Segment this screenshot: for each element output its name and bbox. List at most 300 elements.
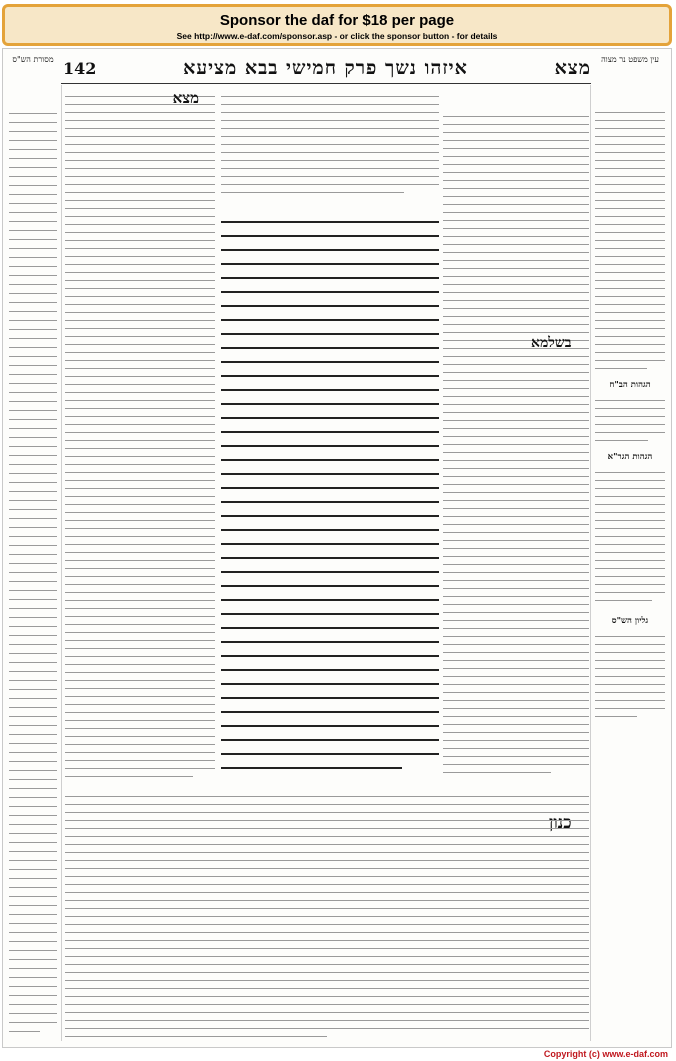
- text-line: [65, 916, 589, 917]
- text-line: [65, 392, 215, 393]
- text-line: [595, 652, 665, 653]
- text-line: [443, 172, 589, 173]
- text-line: [221, 120, 439, 121]
- text-line: [221, 515, 439, 517]
- text-line: [9, 806, 57, 807]
- text-line: [9, 824, 57, 825]
- text-line: [221, 697, 439, 699]
- text-line: [221, 613, 439, 615]
- text-line: [65, 996, 589, 997]
- rashi-column: [443, 109, 589, 779]
- text-line: [9, 815, 57, 816]
- text-line: [65, 208, 215, 209]
- text-line: [65, 632, 215, 633]
- text-line: [443, 564, 589, 565]
- text-line: [221, 263, 439, 265]
- text-line: [221, 487, 439, 489]
- text-line: [65, 576, 215, 577]
- text-line: [9, 662, 57, 663]
- text-line: [9, 905, 57, 906]
- text-line: [65, 672, 215, 673]
- text-line: [9, 365, 57, 366]
- text-line: [9, 248, 57, 249]
- text-line: [443, 572, 589, 573]
- text-line: [595, 288, 665, 289]
- text-line: [65, 464, 215, 465]
- text-line: [65, 836, 589, 837]
- text-line: [65, 796, 589, 797]
- text-line: [443, 756, 589, 757]
- text-line: [595, 560, 665, 561]
- text-line: [595, 336, 665, 337]
- text-line: [595, 676, 665, 677]
- text-line: [65, 812, 589, 813]
- text-line: [595, 360, 665, 361]
- text-line: [9, 545, 57, 546]
- text-line: [65, 940, 589, 941]
- text-line: [595, 176, 665, 177]
- text-line: [443, 692, 589, 693]
- text-line: [65, 400, 215, 401]
- text-line: [65, 272, 215, 273]
- text-line: [65, 448, 215, 449]
- text-line: [443, 404, 589, 405]
- text-line: [65, 304, 215, 305]
- text-line: [65, 232, 215, 233]
- text-line: [595, 668, 665, 669]
- text-line: [9, 536, 57, 537]
- text-line: [9, 914, 57, 915]
- text-line: [221, 767, 402, 769]
- text-line: [65, 860, 589, 861]
- text-line: [595, 440, 648, 441]
- text-line: [65, 368, 215, 369]
- text-line: [443, 748, 589, 749]
- text-line: [595, 152, 665, 153]
- text-line: [595, 416, 665, 417]
- text-line: [65, 424, 215, 425]
- text-line: [9, 392, 57, 393]
- text-line: [443, 324, 589, 325]
- text-line: [595, 216, 665, 217]
- text-line: [65, 296, 215, 297]
- text-line: [443, 700, 589, 701]
- text-line: [221, 641, 439, 643]
- text-line: [65, 688, 215, 689]
- text-line: [65, 472, 215, 473]
- text-line: [65, 776, 193, 777]
- text-line: [443, 548, 589, 549]
- text-line: [443, 196, 589, 197]
- text-line: [65, 656, 215, 657]
- text-line: [9, 509, 57, 510]
- text-line: [221, 96, 439, 97]
- text-line: [595, 232, 665, 233]
- text-line: [221, 655, 439, 657]
- text-line: [65, 760, 215, 761]
- text-line: [221, 249, 439, 251]
- text-line: [65, 520, 215, 521]
- text-line: [221, 389, 439, 391]
- text-line: [65, 1012, 589, 1013]
- text-line: [443, 724, 589, 725]
- text-line: [443, 380, 589, 381]
- text-line: [443, 444, 589, 445]
- text-line: [595, 304, 665, 305]
- text-line: [9, 437, 57, 438]
- text-line: [65, 544, 215, 545]
- text-line: [443, 140, 589, 141]
- text-line: [9, 230, 57, 231]
- text-line: [65, 192, 215, 193]
- text-line: [595, 600, 652, 601]
- text-line: [9, 860, 57, 861]
- text-line: [9, 869, 57, 870]
- text-line: [221, 144, 439, 145]
- text-line: [595, 184, 665, 185]
- hagahot-hagra-title: הגהות הגר"א: [607, 452, 653, 462]
- text-line: [443, 588, 589, 589]
- text-line: [9, 482, 57, 483]
- text-line: [595, 408, 665, 409]
- text-line: [65, 336, 215, 337]
- text-line: [221, 683, 439, 685]
- text-line: [65, 1036, 327, 1037]
- text-line: [221, 753, 439, 755]
- text-line: [221, 305, 439, 307]
- text-line: [65, 376, 215, 377]
- text-line: [9, 275, 57, 276]
- text-line: [9, 257, 57, 258]
- text-line: [595, 716, 637, 717]
- text-line: [65, 744, 215, 745]
- text-line: [595, 692, 665, 693]
- text-line: [443, 132, 589, 133]
- text-line: [9, 959, 57, 960]
- text-line: [595, 504, 665, 505]
- text-line: [65, 900, 589, 901]
- text-line: [9, 968, 57, 969]
- text-line: [65, 352, 215, 353]
- text-line: [65, 844, 589, 845]
- text-line: [65, 536, 215, 537]
- text-line: [221, 669, 439, 671]
- text-line: [9, 707, 57, 708]
- text-line: [65, 168, 215, 169]
- text-line: [9, 1004, 57, 1005]
- text-line: [9, 644, 57, 645]
- text-line: [443, 604, 589, 605]
- text-line: [9, 473, 57, 474]
- text-line: [65, 408, 215, 409]
- text-line: [65, 736, 215, 737]
- text-line: [443, 228, 589, 229]
- text-line: [9, 635, 57, 636]
- text-line: [443, 500, 589, 501]
- tosafot-column: [65, 89, 215, 779]
- gemara-main-text: [221, 209, 439, 779]
- text-line: [595, 636, 665, 637]
- text-line: [65, 184, 215, 185]
- text-line: [65, 504, 215, 505]
- text-line: [9, 140, 57, 141]
- text-line: [9, 689, 57, 690]
- text-line: [65, 1028, 589, 1029]
- header-start-word: מצא: [554, 56, 591, 79]
- text-line: [221, 725, 439, 727]
- column-divider: [590, 85, 591, 1041]
- text-line: [9, 446, 57, 447]
- text-line: [65, 696, 215, 697]
- tosafot-section-word: כנון: [549, 813, 572, 833]
- text-line: [9, 122, 57, 123]
- text-line: [595, 552, 665, 553]
- text-line: [595, 192, 665, 193]
- page-number: 142: [63, 58, 97, 78]
- text-line: [9, 590, 57, 591]
- text-line: [9, 797, 57, 798]
- text-line: [595, 424, 665, 425]
- text-line: [221, 104, 439, 105]
- text-line: [65, 528, 215, 529]
- text-line: [65, 884, 589, 885]
- text-line: [443, 508, 589, 509]
- text-line: [595, 584, 665, 585]
- text-line: [65, 120, 215, 121]
- text-line: [443, 636, 589, 637]
- text-line: [9, 158, 57, 159]
- text-line: [595, 128, 665, 129]
- text-line: [443, 388, 589, 389]
- text-line: [65, 360, 215, 361]
- text-line: [9, 185, 57, 186]
- text-line: [221, 473, 439, 475]
- text-line: [65, 496, 215, 497]
- text-line: [65, 592, 215, 593]
- text-line: [9, 149, 57, 150]
- text-line: [65, 640, 215, 641]
- text-line: [9, 266, 57, 267]
- text-line: [9, 518, 57, 519]
- text-line: [443, 316, 589, 317]
- text-line: [221, 221, 439, 223]
- text-line: [9, 743, 57, 744]
- text-line: [9, 500, 57, 501]
- text-line: [9, 419, 57, 420]
- text-line: [9, 176, 57, 177]
- text-line: [9, 698, 57, 699]
- text-line: [65, 256, 215, 257]
- text-line: [65, 288, 215, 289]
- text-line: [221, 557, 439, 559]
- text-line: [443, 156, 589, 157]
- text-line: [221, 277, 439, 279]
- text-line: [9, 320, 57, 321]
- text-line: [65, 616, 215, 617]
- copyright-notice: Copyright (c) www.e-daf.com: [543, 1049, 668, 1059]
- text-line: [595, 700, 665, 701]
- gemara-upper-text: [221, 89, 439, 199]
- text-line: [595, 592, 665, 593]
- text-line: [9, 401, 57, 402]
- text-line: [443, 124, 589, 125]
- text-line: [595, 272, 665, 273]
- text-line: [595, 472, 665, 473]
- text-line: [9, 896, 57, 897]
- text-line: [9, 752, 57, 753]
- text-line: [443, 148, 589, 149]
- text-line: [595, 644, 665, 645]
- text-line: [9, 833, 57, 834]
- text-line: [9, 572, 57, 573]
- text-line: [595, 144, 665, 145]
- text-line: [9, 1031, 40, 1032]
- text-line: [65, 720, 215, 721]
- text-line: [443, 644, 589, 645]
- text-line: [65, 200, 215, 201]
- text-line: [443, 620, 589, 621]
- text-line: [9, 788, 57, 789]
- text-line: [9, 608, 57, 609]
- text-line: [9, 932, 57, 933]
- text-line: [65, 624, 215, 625]
- text-line: [9, 563, 57, 564]
- text-line: [221, 192, 404, 193]
- text-line: [9, 653, 57, 654]
- text-line: [9, 878, 57, 879]
- text-line: [443, 676, 589, 677]
- text-line: [221, 136, 439, 137]
- text-line: [221, 585, 439, 587]
- text-line: [595, 344, 665, 345]
- text-line: [9, 887, 57, 888]
- text-line: [443, 308, 589, 309]
- text-line: [9, 221, 57, 222]
- text-line: [65, 680, 215, 681]
- text-line: [9, 428, 57, 429]
- text-line: [9, 941, 57, 942]
- text-line: [443, 164, 589, 165]
- text-line: [65, 312, 215, 313]
- text-line: [443, 364, 589, 365]
- text-line: [65, 152, 215, 153]
- text-line: [9, 203, 57, 204]
- text-line: [443, 540, 589, 541]
- text-line: [595, 400, 665, 401]
- text-line: [65, 820, 589, 821]
- text-line: [9, 950, 57, 951]
- text-line: [221, 176, 439, 177]
- text-line: [9, 410, 57, 411]
- ein-mishpat-column: [595, 105, 665, 370]
- text-line: [595, 256, 665, 257]
- text-line: [65, 176, 215, 177]
- text-line: [9, 284, 57, 285]
- text-line: [443, 436, 589, 437]
- text-line: [9, 311, 57, 312]
- text-line: [65, 828, 589, 829]
- text-line: [443, 740, 589, 741]
- text-line: [9, 356, 57, 357]
- text-line: [443, 300, 589, 301]
- text-line: [9, 842, 57, 843]
- text-line: [65, 320, 215, 321]
- text-line: [9, 599, 57, 600]
- text-line: [443, 356, 589, 357]
- text-line: [221, 627, 439, 629]
- text-line: [443, 412, 589, 413]
- text-line: [9, 167, 57, 168]
- text-line: [9, 491, 57, 492]
- text-line: [443, 396, 589, 397]
- text-line: [221, 431, 439, 433]
- text-line: [65, 456, 215, 457]
- text-line: [443, 684, 589, 685]
- text-line: [65, 584, 215, 585]
- text-line: [9, 923, 57, 924]
- text-line: [595, 496, 665, 497]
- text-line: [221, 445, 439, 447]
- text-line: [221, 711, 439, 713]
- text-line: [443, 220, 589, 221]
- header-rule: [61, 83, 591, 84]
- text-line: [595, 200, 665, 201]
- text-line: [65, 432, 215, 433]
- masoret-hashas-label: מסורת הש"ס: [12, 55, 54, 64]
- text-line: [9, 734, 57, 735]
- gilyon-hashas-column: [595, 629, 665, 719]
- text-line: [595, 528, 665, 529]
- sponsor-banner-subtitle[interactable]: See http://www.e-daf.com/sponsor.asp - or click the sponsor button - for details: [176, 31, 498, 41]
- text-line: [443, 284, 589, 285]
- text-line: [221, 152, 439, 153]
- text-line: [9, 239, 57, 240]
- text-line: [595, 168, 665, 169]
- text-line: [595, 136, 665, 137]
- text-line: [65, 892, 589, 893]
- text-line: [9, 725, 57, 726]
- text-line: [221, 571, 439, 573]
- text-line: [221, 543, 439, 545]
- sponsor-banner[interactable]: [2, 4, 672, 46]
- ein-mishpat-label: עין משפט נר מצוה: [601, 55, 659, 64]
- text-line: [595, 312, 665, 313]
- text-line: [65, 608, 215, 609]
- text-line: [65, 440, 215, 441]
- text-line: [9, 716, 57, 717]
- text-line: [595, 368, 647, 369]
- text-line: [595, 224, 665, 225]
- text-line: [65, 804, 589, 805]
- text-line: [65, 328, 215, 329]
- sponsor-banner-title[interactable]: Sponsor the daf for $18 per page: [219, 12, 455, 29]
- text-line: [65, 868, 589, 869]
- text-line: [443, 772, 551, 773]
- text-line: [65, 552, 215, 553]
- text-line: [221, 375, 439, 377]
- text-line: [9, 527, 57, 528]
- text-line: [595, 708, 665, 709]
- text-line: [443, 268, 589, 269]
- text-line: [9, 626, 57, 627]
- text-line: [65, 560, 215, 561]
- text-line: [9, 455, 57, 456]
- text-line: [595, 660, 665, 661]
- text-line: [65, 224, 215, 225]
- text-line: [443, 332, 589, 333]
- text-line: [595, 488, 665, 489]
- text-line: [595, 568, 665, 569]
